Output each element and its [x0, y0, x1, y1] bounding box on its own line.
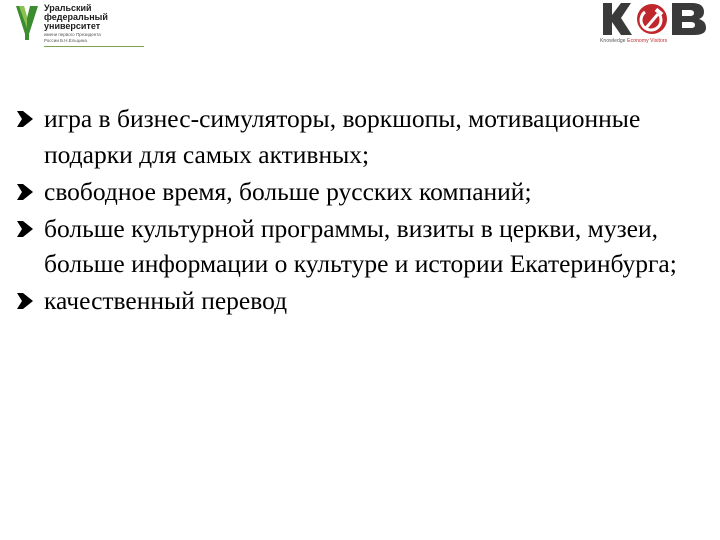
urfu-emblem-icon	[14, 4, 40, 42]
urfu-name-line: университет	[44, 21, 101, 31]
bullet-text: игра в бизнес-симуляторы, воркшопы, мотивационные подарки для самых активных;	[44, 104, 641, 169]
bullet-text: свободное время, больше русских компаний;	[44, 176, 532, 206]
bullet-text: качественный перевод	[44, 286, 288, 315]
arrow-bullet-icon	[16, 218, 38, 240]
kev-tagline-part: Knowledge	[600, 38, 628, 44]
kev-logo	[600, 0, 708, 44]
arrow-bullet-icon	[16, 108, 38, 130]
bullet-text: больше культурной программы, визиты в церкви, музеи, больше информации о культуре и истории Екатеринбурга;	[44, 213, 677, 278]
list-item	[16, 211, 706, 282]
list-item	[16, 101, 706, 172]
slide-header	[0, 0, 720, 60]
kev-tagline-accent: Economy Visitors	[627, 38, 668, 44]
slide-content	[16, 101, 706, 320]
urfu-subtitle: России Б.Н.Ельцина	[44, 38, 87, 43]
kev-tagline	[600, 38, 708, 44]
bullet-list	[16, 101, 706, 319]
arrow-bullet-icon	[16, 181, 38, 203]
urfu-logo	[14, 4, 214, 44]
urfu-name	[44, 4, 108, 43]
urfu-name-line: Уральский	[44, 3, 92, 13]
list-item	[16, 283, 706, 319]
urfu-divider	[44, 46, 144, 47]
urfu-name-line: федеральный	[44, 12, 108, 22]
list-item	[16, 174, 706, 210]
urfu-subtitle: имени первого Президента	[44, 32, 101, 37]
kev-wordmark-icon	[600, 0, 708, 38]
arrow-bullet-icon	[16, 290, 38, 312]
